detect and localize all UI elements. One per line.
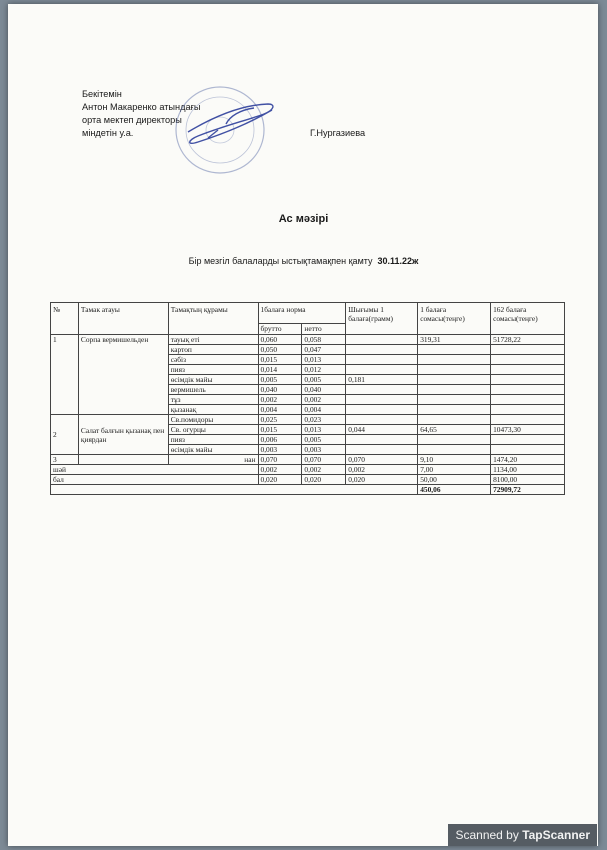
header-sum-all: 162 балаға сомасы(теңге) — [491, 303, 565, 335]
cell-dish: Салат балғын қызанақ пен қиярдан — [78, 415, 168, 455]
cell-sum-one: 9,10 — [418, 455, 491, 465]
school-stamp-and-signature — [168, 80, 280, 180]
cell-sum-one: 319,31 — [418, 335, 491, 345]
cell-gross: 0,002 — [258, 395, 302, 405]
approval-line: міндетін у.а. — [82, 128, 134, 138]
cell-gross: 0,002 — [258, 465, 302, 475]
table-row — [51, 465, 565, 475]
cell-ingredient: пияз — [168, 365, 258, 375]
total-sum-all: 72909,72 — [491, 485, 565, 495]
cell-gross: 0,040 — [258, 385, 302, 395]
cell-gross: 0,006 — [258, 435, 302, 445]
cell-net: 0,047 — [302, 345, 346, 355]
header-norm: 1балаға норма — [258, 303, 346, 324]
cell-ingredient: бал — [51, 475, 259, 485]
cell-sum-all: 51728,22 — [491, 335, 565, 345]
cell-sum-one: 64,65 — [418, 425, 491, 435]
watermark-prefix: Scanned by — [455, 828, 523, 842]
cell-net: 0,070 — [302, 455, 346, 465]
subtitle-text: Бір мезгіл балаларды ыстықтамақпен қамту — [188, 256, 373, 266]
cell-sum-one: 7,00 — [418, 465, 491, 475]
scanner-watermark — [448, 824, 597, 846]
menu-table-body — [51, 335, 565, 495]
subheader-gross: брутто — [258, 324, 302, 335]
cell-ingredient: пияз — [168, 435, 258, 445]
cell-net: 0,005 — [302, 375, 346, 385]
cell-net: 0,002 — [302, 395, 346, 405]
subtitle-date: 30.11.22ж — [377, 256, 419, 266]
cell-ingredient: өсімдік майы — [168, 445, 258, 455]
cell-net: 0,002 — [302, 465, 346, 475]
approval-line: Бекітемін — [82, 89, 122, 99]
cell-sum-all: 1134,00 — [491, 465, 565, 475]
page-subtitle — [0, 256, 607, 266]
header-dish: Тамак атауы — [78, 303, 168, 335]
table-row — [51, 415, 565, 425]
cell-sum-one: 50,00 — [418, 475, 491, 485]
cell-net: 0,023 — [302, 415, 346, 425]
cell-ingredient: нан — [168, 455, 258, 465]
cell-net: 0,013 — [302, 425, 346, 435]
cell-net: 0,003 — [302, 445, 346, 455]
header-composition: Тамақтың құрамы — [168, 303, 258, 335]
cell-ingredient: шәй — [51, 465, 259, 475]
cell-num: 2 — [51, 415, 79, 455]
cell-net: 0,004 — [302, 405, 346, 415]
cell-num: 3 — [51, 455, 79, 465]
header-sum-one: 1 балаға сомасы(теңге) — [418, 303, 491, 335]
cell-num: 1 — [51, 335, 79, 415]
table-row — [51, 455, 565, 465]
cell-net: 0,012 — [302, 365, 346, 375]
header-usage: Шығымы 1 балаға(грамм) — [346, 303, 418, 335]
subheader-net: нетто — [302, 324, 346, 335]
header-row — [51, 303, 565, 324]
cell-usage: 0,020 — [346, 475, 418, 485]
watermark-brand: TapScanner — [522, 828, 590, 842]
total-sum-one: 450,06 — [418, 485, 491, 495]
approval-line: орта мектеп директоры — [82, 115, 182, 125]
cell-ingredient: тұз — [168, 395, 258, 405]
cell-sum-all: 8100,00 — [491, 475, 565, 485]
cell-net: 0,020 — [302, 475, 346, 485]
cell-usage — [346, 335, 418, 345]
header-num: № — [51, 303, 79, 335]
approval-line: Антон Макаренко атындағы — [82, 102, 201, 112]
cell-ingredient: қызанақ — [168, 405, 258, 415]
cell-usage: 0,070 — [346, 455, 418, 465]
director-name: Г.Нургазиева — [310, 128, 366, 138]
cell-gross: 0,015 — [258, 355, 302, 365]
cell-sum-all: 1474,20 — [491, 455, 565, 465]
cell-ingredient: Св.помидоры — [168, 415, 258, 425]
cell-ingredient: вермишель — [168, 385, 258, 395]
cell-gross: 0,014 — [258, 365, 302, 375]
cell-gross: 0,003 — [258, 445, 302, 455]
cell-net: 0,013 — [302, 355, 346, 365]
cell-gross: 0,004 — [258, 405, 302, 415]
cell-ingredient: сәбіз — [168, 355, 258, 365]
cell-gross: 0,020 — [258, 475, 302, 485]
cell-ingredient: тауық еті — [168, 335, 258, 345]
cell-sum-all: 10473,30 — [491, 425, 565, 435]
cell-gross: 0,070 — [258, 455, 302, 465]
cell-net: 0,040 — [302, 385, 346, 395]
cell-gross: 0,015 — [258, 425, 302, 435]
cell-gross: 0,050 — [258, 345, 302, 355]
cell-net: 0,005 — [302, 435, 346, 445]
cell-gross: 0,060 — [258, 335, 302, 345]
cell-usage: 0,181 — [346, 375, 418, 385]
cell-ingredient: картоп — [168, 345, 258, 355]
table-row — [51, 475, 565, 485]
menu-table — [50, 302, 565, 495]
page-title: Ас мәзірі — [278, 213, 329, 225]
cell-ingredient: Св. огурцы — [168, 425, 258, 435]
cell-ingredient: өсімдік майы — [168, 375, 258, 385]
cell-usage: 0,044 — [346, 425, 418, 435]
cell-gross: 0,025 — [258, 415, 302, 425]
cell-gross: 0,005 — [258, 375, 302, 385]
totals-row — [51, 485, 565, 495]
cell-net: 0,058 — [302, 335, 346, 345]
cell-dish: Сорпа вермишельден — [78, 335, 168, 415]
cell-usage: 0,002 — [346, 465, 418, 475]
table-row — [51, 335, 565, 345]
